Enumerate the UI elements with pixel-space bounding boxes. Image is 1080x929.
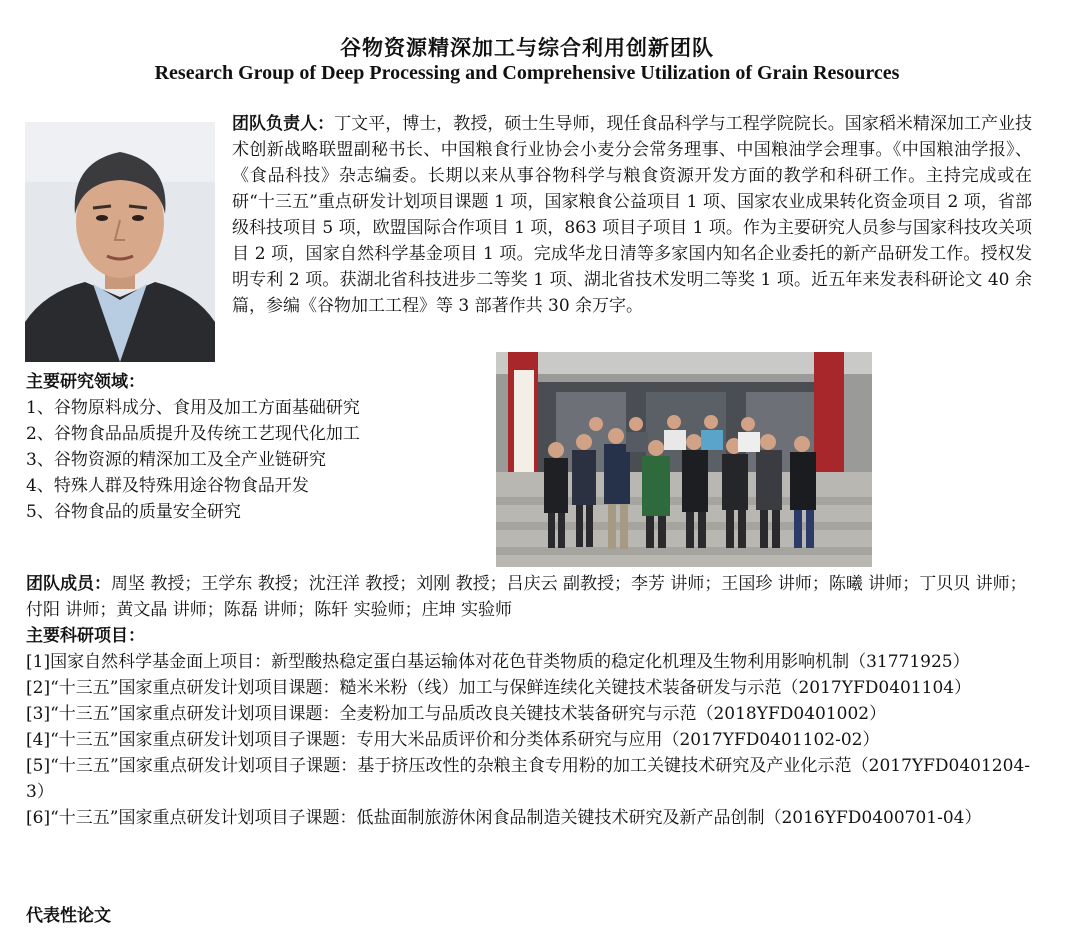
project-item: [5]“十三五”国家重点研发计划项目子课题：基于挤压改性的杂粮主食专用粉的加工关键技术研究及产业化示范（2017YFD0401204-3）: [26, 756, 1030, 802]
leader-bio: [232, 111, 1032, 319]
leader-text: 丁文平，博士，教授，硕士生导师，现任食品科学与工程学院院长。国家稻米精深加工产业技术创新战略联盟副秘书长、中国粮食行业协会小麦分会常务理事、中国粮油学会理事。《中国粮油学报》、《食品科技》杂志编委。长期以来从事谷物科学与粮食资源开发方面的教学和科研工作。主持完成或在研“十三五”重点研发计划项目课题 1 项，国家粮食公益项目 1 项、国家农业成果转化资金项目 2 项，省部级科技项目 5 项，欧盟国际合作项目 1 项，863 项目子项目 1 项。作为主要研究人员参与国家科技攻关项目 2 项，国家自然科学基金项目 1 项。完成华龙日清等多家国内知名企业委托的新产品研发工作。授权发明专利 2 项。获湖北省科技进步二等奖 1 项、湖北省技术发明二等奖 1 项。近五年来发表科研论文 40 余篇，参编《谷物加工工程》等 3 部著作共 30 余万字。: [232, 114, 1033, 316]
research-item: 5、谷物食品的质量安全研究: [26, 502, 241, 522]
research-item: 3、谷物资源的精深加工及全产业链研究: [26, 450, 326, 470]
project-item: [3]“十三五”国家重点研发计划项目课题：全麦粉加工与品质改良关键技术装备研究与示范（2018YFD0401002）: [26, 704, 887, 724]
title-chinese: 谷物资源精深加工与综合利用创新团队: [340, 35, 714, 60]
leader-label: 团队负责人：: [232, 114, 335, 134]
research-item: 4、特殊人群及特殊用途谷物食品开发: [26, 476, 309, 496]
title-english: Research Group of Deep Processing and Comprehensive Utilization of Grain Resources: [154, 62, 900, 84]
research-item: 2、谷物食品品质提升及传统工艺现代化加工: [26, 424, 360, 444]
research-heading: 主要研究领域：: [26, 372, 145, 392]
projects-heading: 主要科研项目：: [26, 626, 145, 646]
research-item: 1、谷物原料成分、食用及加工方面基础研究: [26, 398, 360, 418]
project-item: [2]“十三五”国家重点研发计划项目课题：糙米米粉（线）加工与保鲜连续化关键技术装备研发与示范（2017YFD0401104）: [26, 678, 972, 698]
project-item: [4]“十三五”国家重点研发计划项目子课题：专用大米品质评价和分类体系研究与应用（2017YFD0401102-02）: [26, 730, 880, 750]
research-areas: [26, 369, 486, 525]
project-item: [6]“十三五”国家重点研发计划项目子课题：低盐面制旅游休闲食品制造关键技术研究及新产品创制（2016YFD0400701-04）: [26, 808, 982, 828]
leader-portrait: [25, 122, 215, 362]
members-label: 团队成员：: [26, 574, 111, 594]
team-group-photo: [496, 352, 872, 567]
team-members: [26, 571, 1036, 623]
cutoff-heading: 代表性论文: [26, 906, 111, 926]
members-text: 周坚 教授；王学东 教授；沈汪洋 教授；刘刚 教授；吕庆云 副教授；李芳 讲师；王国珍 讲师；陈曦 讲师；丁贝贝 讲师；付阳 讲师；黄文晶 讲师；陈磊 讲师；陈轩 实验师；庄坤 实验师: [26, 574, 1027, 620]
project-list: [26, 649, 1030, 831]
project-item: [1]国家自然科学基金面上项目：新型酸热稳定蛋白基运输体对花色苷类物质的稳定化机理及生物利用影响机制（31771925）: [26, 652, 970, 672]
